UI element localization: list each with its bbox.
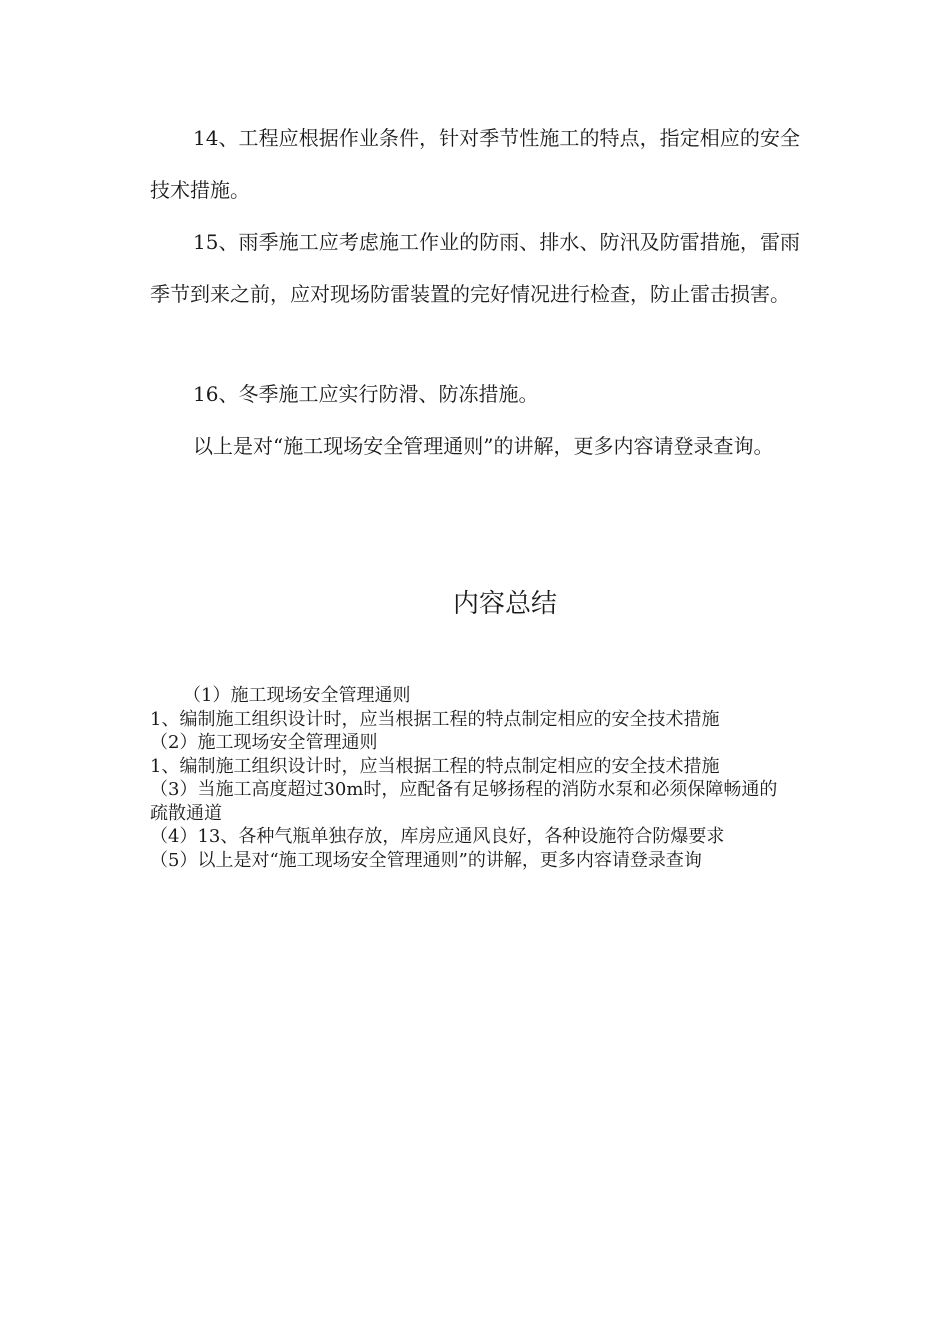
paragraph-14 [150, 112, 800, 216]
summary-item: （1）施工现场安全管理通则 [183, 685, 411, 706]
summary-item: （2）施工现场安全管理通则 [150, 732, 378, 753]
paragraph-15 [150, 216, 800, 320]
paragraph-text: 16、冬季施工应实行防滑、防冻措施。 [193, 382, 539, 406]
summary-item: 1、编制施工组织设计时，应当根据工程的特点制定相应的安全技术措施 [150, 755, 720, 777]
paragraph-closing [150, 420, 800, 472]
summary-item: （3）当施工高度超过30m时，应配备有足够扬程的消防水泵和必须保障畅通的疏散通道 [150, 779, 778, 824]
summary-item: 1、编制施工组织设计时，应当根据工程的特点制定相应的安全技术措施 [150, 708, 720, 730]
paragraph-text: 15、雨季施工应考虑施工作业的防雨、排水、防汛及防雷措施，雷雨季节到来之前，应对现场防雷装置的完好情况进行检查，防止雷击损害。 [150, 230, 800, 306]
paragraph-16 [150, 368, 800, 420]
summary-item: （5）以上是对“施工现场安全管理通则”的讲解，更多内容请登录查询 [150, 849, 702, 871]
paragraph-text: 14、工程应根据作业条件，针对季节性施工的特点，指定相应的安全技术措施。 [150, 126, 800, 202]
summary-title: 内容总结 [452, 589, 557, 619]
summary-item: （4）13、各种气瓶单独存放，库房应通风良好，各种设施符合防爆要求 [150, 826, 725, 847]
paragraph-text: 以上是对“施工现场安全管理通则”的讲解，更多内容请登录查询。 [193, 434, 774, 458]
summary-list [150, 684, 790, 872]
